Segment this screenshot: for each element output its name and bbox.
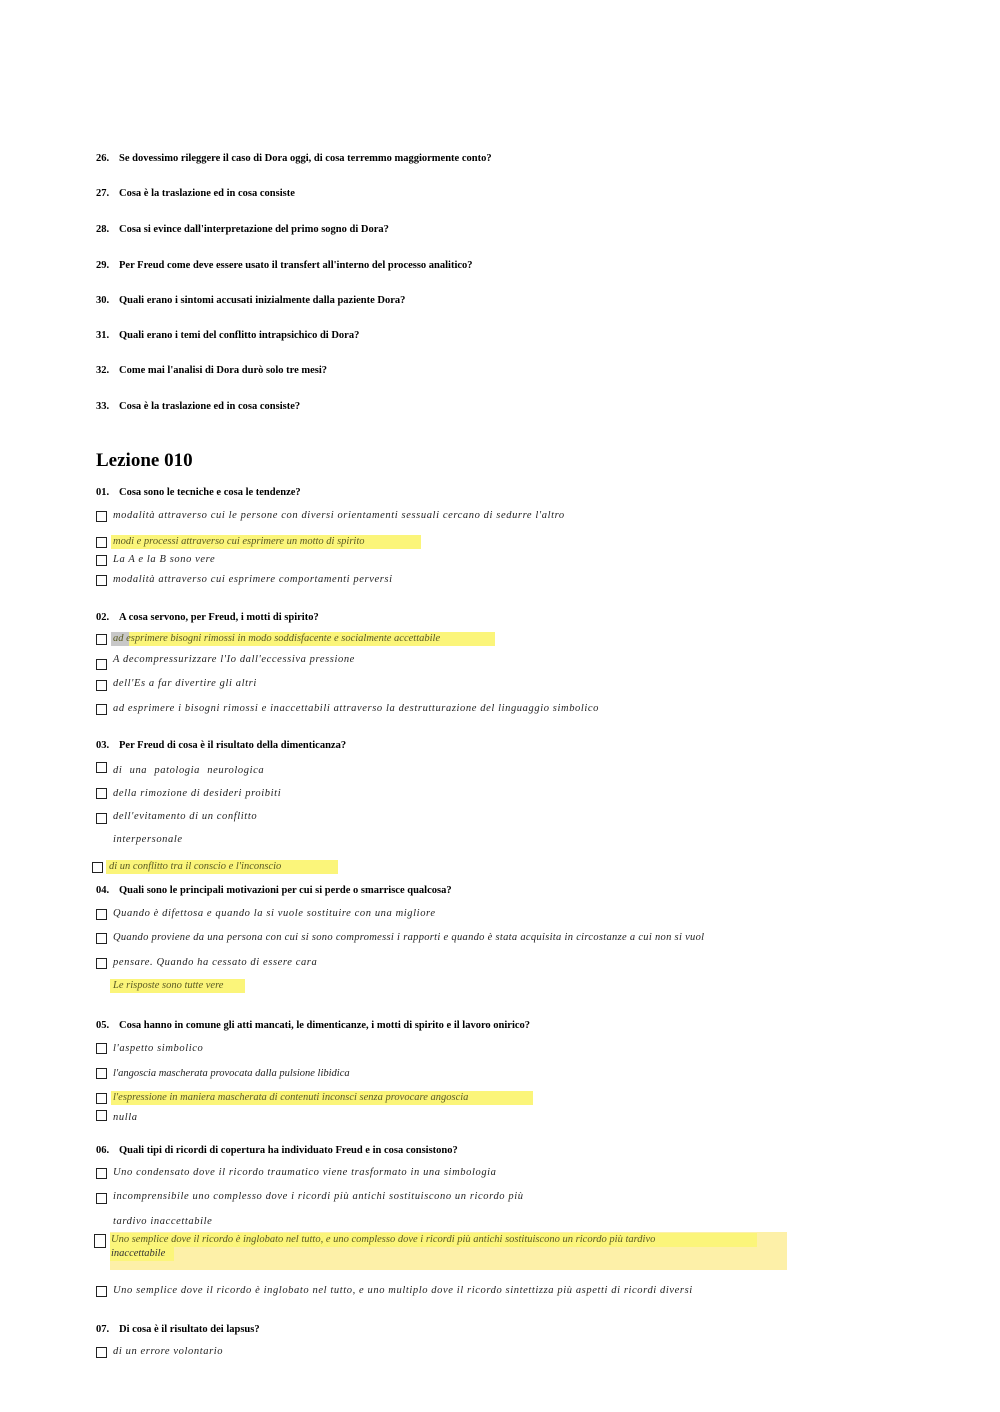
checkbox[interactable]	[96, 511, 107, 522]
option-text-correct: ad esprimere bisogni rimossi in modo soddisfacente e socialmente accettabile	[113, 633, 441, 644]
checkbox[interactable]	[96, 1110, 107, 1121]
option-text: modalità attraverso cui esprimere comportamenti perversi	[113, 574, 393, 585]
checkbox[interactable]	[96, 1043, 107, 1054]
checkbox[interactable]	[96, 1193, 107, 1204]
option-text-continued: tardivo inaccettabile	[113, 1216, 213, 1227]
lesson-question-02: 02. A cosa servono, per Freud, i motti di spirito?	[96, 612, 319, 623]
checkbox[interactable]	[96, 1347, 107, 1358]
checkbox[interactable]	[94, 1234, 106, 1248]
checkbox[interactable]	[96, 680, 107, 691]
checkbox[interactable]	[96, 704, 107, 715]
checkbox[interactable]	[96, 1093, 107, 1104]
option-text-correct: di un conflitto tra il conscio e l'inconscio	[109, 861, 282, 872]
option-text: l'aspetto simbolico	[113, 1043, 204, 1054]
option-text: di un errore volontario	[113, 1346, 224, 1357]
option-text: dell'evitamento di un conflitto	[113, 811, 258, 822]
checkbox[interactable]	[92, 862, 103, 873]
option-text: dell'Es a far divertire gli altri	[113, 678, 257, 689]
question-26: 26. Se dovessimo rileggere il caso di Dora oggi, di cosa terremmo maggiormente conto?	[96, 153, 492, 164]
option-text: della rimozione di desideri proibiti	[113, 788, 282, 799]
option-text: ad esprimere i bisogni rimossi e inaccettabili attraverso la destrutturazione del linguaggio simbolico	[113, 703, 600, 714]
checkbox[interactable]	[96, 933, 107, 944]
option-text-correct: l'espressione in maniera mascherata di contenuti inconsci senza provocare angoscia	[113, 1092, 469, 1103]
checkbox[interactable]	[96, 555, 107, 566]
question-32: 32. Come mai l'analisi di Dora durò solo tre mesi?	[96, 365, 328, 376]
option-text: A decompressurizzare l'Io dall'eccessiva pressione	[113, 654, 355, 665]
question-33: 33. Cosa è la traslazione ed in cosa consiste?	[96, 401, 301, 412]
checkbox[interactable]	[96, 659, 107, 670]
option-text: Uno condensato dove il ricordo traumatico viene trasformato in una simbologia	[113, 1167, 497, 1178]
checkbox[interactable]	[96, 813, 107, 824]
question-30: 30. Quali erano i sintomi accusati inizialmente dalla paziente Dora?	[96, 295, 406, 306]
option-text-correct: Le risposte sono tutte vere	[113, 980, 224, 991]
lesson-question-03: 03. Per Freud di cosa è il risultato della dimenticanza?	[96, 740, 347, 751]
option-text: incomprensibile uno complesso dove i ricordi più antichi sostituiscono un ricordo più	[113, 1191, 524, 1202]
option-text-correct: modi e processi attraverso cui esprimere un motto di spirito	[113, 536, 365, 547]
question-31: 31. Quali erano i temi del conflitto intrapsichico di Dora?	[96, 330, 360, 341]
checkbox[interactable]	[96, 762, 107, 773]
checkbox[interactable]	[96, 634, 107, 645]
checkbox[interactable]	[96, 1286, 107, 1297]
checkbox[interactable]	[96, 1068, 107, 1079]
lesson-question-05: 05. Cosa hanno in comune gli atti mancati, le dimenticanze, i motti di spirito e il lavoro onirico?	[96, 1020, 531, 1031]
checkbox[interactable]	[96, 1168, 107, 1179]
option-text: di una patologia neurologica	[113, 765, 265, 776]
question-28: 28. Cosa si evince dall'interpretazione del primo sogno di Dora?	[96, 224, 389, 235]
option-text-correct-continued: inaccettabile	[111, 1248, 166, 1259]
option-text: pensare. Quando ha cessato di essere cara	[113, 957, 318, 968]
option-text: nulla	[113, 1112, 138, 1123]
option-text: modalità attraverso cui le persone con diversi orientamenti sessuali cercano di sedurre l'altro	[113, 510, 565, 521]
checkbox[interactable]	[96, 909, 107, 920]
option-text: Quando è difettosa e quando la si vuole sostituire con una migliore	[113, 908, 436, 919]
option-text: l'angoscia mascherata provocata dalla pulsione libidica	[113, 1068, 350, 1079]
lesson-question-07: 07. Di cosa è il risultato dei lapsus?	[96, 1324, 260, 1335]
question-29: 29. Per Freud come deve essere usato il transfert all'interno del processo analitico?	[96, 260, 473, 271]
checkbox[interactable]	[96, 958, 107, 969]
option-text: La A e la B sono vere	[113, 554, 216, 565]
option-text-correct: Uno semplice dove il ricordo è inglobato nel tutto, e uno complesso dove i ricordi più antichi sostituiscono un ricordo più tardivo	[111, 1234, 656, 1245]
checkbox[interactable]	[96, 575, 107, 586]
question-27: 27. Cosa è la traslazione ed in cosa consiste	[96, 188, 295, 199]
option-text: Uno semplice dove il ricordo è inglobato nel tutto, e uno multiplo dove il ricordo sintettizza più aspetti di ricordi diversi	[113, 1285, 693, 1296]
option-text: Quando proviene da una persona con cui si sono compromessi i rapporti e quando è stata acquisita in circostanze a cui non si vuol	[113, 932, 705, 943]
lesson-question-01: 01. Cosa sono le tecniche e cosa le tendenze?	[96, 487, 301, 498]
checkbox[interactable]	[96, 788, 107, 799]
option-text-continued: interpersonale	[113, 834, 183, 845]
lesson-question-06: 06. Quali tipi di ricordi di copertura ha individuato Freud e in cosa consistono?	[96, 1145, 458, 1156]
checkbox[interactable]	[96, 537, 107, 548]
lesson-title: Lezione 010	[96, 450, 193, 471]
lesson-question-04: 04. Quali sono le principali motivazioni per cui si perde o smarrisce qualcosa?	[96, 885, 452, 896]
